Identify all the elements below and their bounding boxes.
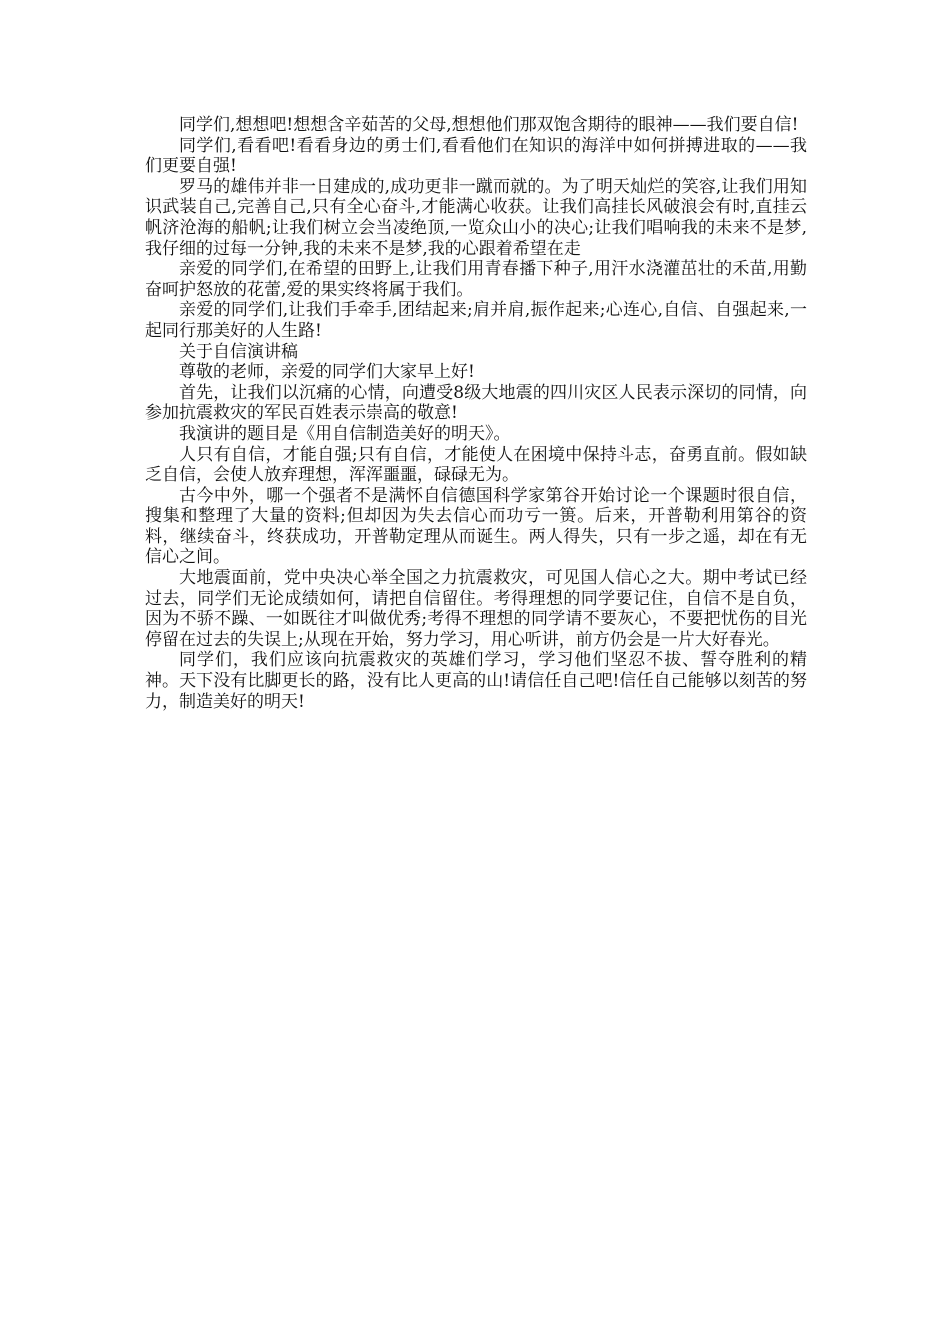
paragraph: 古今中外，哪一个强者不是满怀自信德国科学家第谷开始讨论一个课题时很自信，搜集和整理了大量的资料;但却因为失去信心而功亏一篑。后来，开普勒利用第谷的资料，继续奋斗，终获成功，开普勒定理从而诞生。两人得失，只有一步之遥，却在有无信心之间。 [145,485,807,568]
paragraph: 罗马的雄伟并非一日建成的,成功更非一蹴而就的。为了明天灿烂的笑容,让我们用知识武装自己,完善自己,只有全心奋斗,才能满心收获。让我们高挂长风破浪会有时,直挂云帆济沧海的船帆;让我们树立会当凌绝顶,一览众山小的决心;让我们唱响我的未来不是梦,我仔细的过每一分钟,我的未来不是梦,我的心跟着希望在走 [145,176,807,259]
paragraph: 亲爱的同学们,让我们手牵手,团结起来;肩并肩,振作起来;心连心,自信、自强起来,一起同行那美好的人生路! [145,300,807,341]
greeting: 尊敬的老师，亲爱的同学们大家早上好! [179,362,475,383]
paragraph: 同学们，我们应该向抗震救灾的英雄们学习，学习他们坚忍不拔、誓夺胜利的精神。天下没有比脚更长的路，没有比人更高的山!请信任自己吧!信任自己能够以刻苦的努力，制造美好的明天! [145,650,807,712]
document-body [145,115,807,712]
paragraph: 首先，让我们以沉痛的心情，向遭受8级大地震的四川灾区人民表示深切的同情，向参加抗震救灾的军民百姓表示崇高的敬意! [145,382,807,424]
speech-topic: 我演讲的题目是《用自信制造美好的明天》。 [179,423,511,444]
paragraph: 人只有自信，才能自强;只有自信，才能使人在困境中保持斗志，奋勇直前。假如缺乏自信，会使人放弃理想，浑浑噩噩，碌碌无为。 [145,444,807,486]
section-title: 关于自信演讲稿 [179,341,298,362]
paragraph: 同学们,想想吧!想想含辛茹苦的父母,想想他们那双饱含期待的眼神——我们要自信! [179,115,799,135]
paragraph: 同学们,看看吧!看看身边的勇士们,看看他们在知识的海洋中如何拼搏进取的——我们更要自强! [145,135,807,177]
paragraph: 亲爱的同学们,在希望的田野上,让我们用青春播下种子,用汗水浇灌茁壮的禾苗,用勤奋呵护怒放的花蕾,爱的果实终将属于我们。 [145,259,807,300]
paragraph: 大地震面前，党中央决心举全国之力抗震救灾，可见国人信心之大。期中考试已经过去，同学们无论成绩如何，请把自信留住。考得理想的同学要记住，自信不是自负，因为不骄不躁、一如既往才叫做优秀;考得不理想的同学请不要灰心，不要把忧伤的目光停留在过去的失误上;从现在开始，努力学习，用心听讲，前方仍会是一片大好春光。 [145,568,807,650]
